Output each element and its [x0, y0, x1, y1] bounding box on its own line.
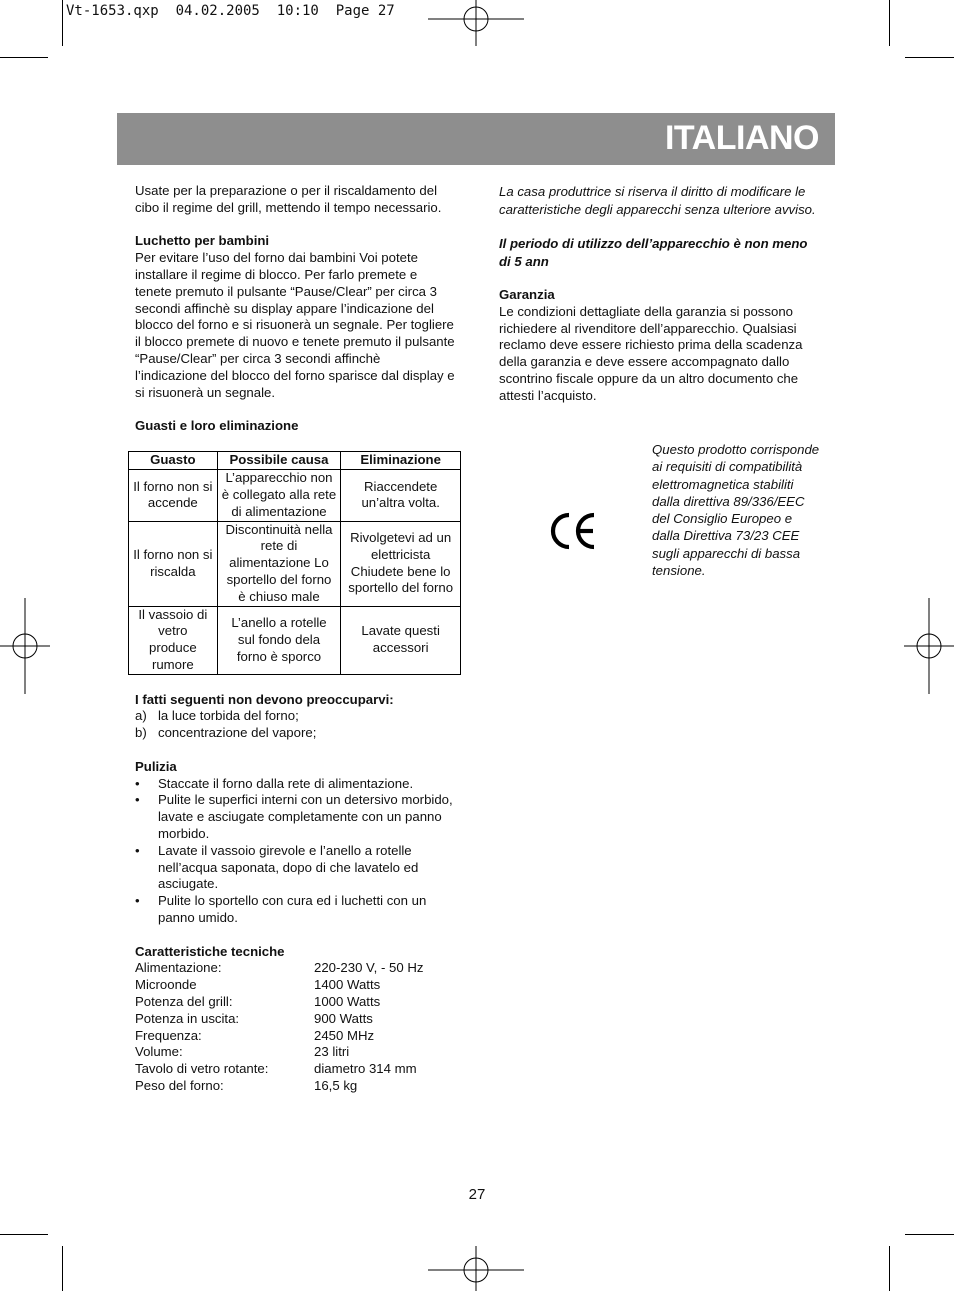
specs-heading: Caratteristiche tecniche [135, 943, 285, 959]
grill-intro-text: Usate per la preparazione o per il riscaldamento del cibo il regime del grill, mettendo il tempo necessario. [135, 183, 442, 215]
table-cell-cause: Discontinuità nella rete di alimentazione Lo sportello del forno è chiuso male [217, 521, 341, 606]
table-cell-cause: L’anello a rotelle sul fondo dela forno è sporco [217, 606, 341, 674]
manufacturer-notice: La casa produttrice si riserva il diritto di modificare le caratteristiche degli apparecchi senza ulteriore avviso. [499, 184, 816, 217]
registration-mark-left [0, 598, 50, 694]
table-cell-fault: Il forno non si riscalda [129, 521, 218, 606]
troubleshooting-heading: Guasti e loro eliminazione [135, 418, 299, 434]
spec-label: Potenza del grill: [135, 993, 233, 1009]
cleaning-heading: Pulizia [135, 758, 177, 774]
list-item: a) la luce torbida del forno; [135, 708, 299, 724]
spec-value: 16,5 kg [314, 1077, 358, 1093]
warranty-heading: Garanzia [499, 286, 555, 302]
table-cell-remedy: Rivolgetevi ad un elettricista Chiudete bene lo sportello del forno [341, 521, 461, 606]
spec-label: Microonde [135, 977, 197, 993]
child-lock-text: Per evitare l’uso del forno dai bambini Voi potete installare il regime di blocco. Per farlo premete e tenete premuto il pulsante “Pause/Clear” per circa 3 secondi affinchè su display appare l’indicazione del blocco del forno e si risuonerà un segnale. Per togliere il blocco premete di nuovo e tenete premuto il pulsante “Pause/Clear” per circa 3 secondi affinchè l’indicazione del blocco del forno sparisce dal display e si risuonerà un segnale. [135, 250, 455, 400]
left-column [135, 183, 455, 1095]
spec-label: Alimentazione: [135, 960, 222, 976]
list-item: b) concentrazione del vapore; [135, 725, 317, 741]
service-life-notice: Il periodo di utilizzo dell’apparecchio è non meno di 5 ann [499, 235, 808, 269]
column-header-cause: Possibile causa [217, 452, 341, 470]
table-cell-fault: Il vassoio di vetro produce rumore [129, 606, 218, 674]
spec-value: 1400 Watts [314, 977, 381, 993]
spec-label: Tavolo di vetro rotante: [135, 1061, 269, 1077]
ce-mark-icon [549, 512, 597, 550]
list-item: • Pulite le superfici interni con un detersivo morbido, lavate e asciugate completamente con un panno morbido. [135, 792, 455, 842]
spec-label: Frequenza: [135, 1027, 202, 1043]
registration-mark-bottom [428, 1246, 524, 1291]
column-header-remedy: Eliminazione [341, 452, 461, 470]
table-header-row [129, 452, 461, 470]
normal-facts-list [135, 708, 455, 742]
spec-value: diametro 314 mm [314, 1061, 417, 1077]
language-header-bar [117, 113, 835, 165]
child-lock-heading: Luchetto per bambini [135, 233, 270, 249]
spec-value: 2450 MHz [314, 1027, 375, 1043]
cleaning-list [135, 776, 455, 927]
table-row [129, 606, 461, 674]
spec-value: 220-230 V, - 50 Hz [314, 960, 424, 976]
ce-compliance-text: Questo prodotto corrisponde ai requisiti di compatibilità elettromagnetica stabiliti dalla direttiva 89/336/EEC del Consiglio Europeo e dalla Direttiva 73/23 CEE sugli apparecchi di bassa tensione. [652, 442, 820, 579]
table-cell-remedy: Lavate questi accessori [341, 606, 461, 674]
warranty-text: Le condizioni dettagliate della garanzia si possono richiedere al rivenditore dell’apparecchio. Qualsiasi reclamo deve essere richiesto prima della scadenza della garanzia e deve essere accompagnato dallo scontrino fiscale oppure da un altro documento che attesti l’acquisto. [499, 303, 803, 403]
specs-table [135, 960, 455, 1094]
spec-value: 1000 Watts [314, 993, 381, 1009]
table-cell-cause: L’apparecchio non è collegato alla rete di alimentazione [217, 470, 341, 521]
table-cell-fault: Il forno non si accende [129, 470, 218, 521]
spec-value: 23 litri [314, 1044, 350, 1060]
normal-facts-heading: I fatti seguenti non devono preoccuparvi: [135, 691, 394, 707]
spec-label: Volume: [135, 1044, 183, 1060]
list-item: • Staccate il forno dalla rete di alimentazione. [135, 776, 455, 793]
list-item: • Lavate il vassoio girevole e l’anello a rotelle nell’acqua saponata, dopo di che lavatelo ed asciugate. [135, 843, 455, 893]
troubleshooting-table [128, 451, 461, 674]
column-header-fault: Guasto [129, 452, 218, 470]
spec-value: 900 Watts [314, 1010, 373, 1026]
table-cell-remedy: Riaccendete un’altra volta. [341, 470, 461, 521]
spec-label: Peso del forno: [135, 1077, 224, 1093]
list-item: • Pulite lo sportello con cura ed i luchetti con un panno umido. [135, 893, 455, 927]
registration-mark-top [428, 0, 524, 46]
registration-mark-right [904, 598, 954, 694]
table-row [129, 470, 461, 521]
print-slug: Vt-1653.qxp 04.02.2005 10:10 Page 27 [66, 3, 395, 19]
page-number: 27 [468, 1186, 486, 1203]
spec-label: Potenza in uscita: [135, 1010, 240, 1026]
right-column [499, 183, 821, 421]
language-title: ITALIANO [664, 119, 819, 157]
table-row [129, 521, 461, 606]
